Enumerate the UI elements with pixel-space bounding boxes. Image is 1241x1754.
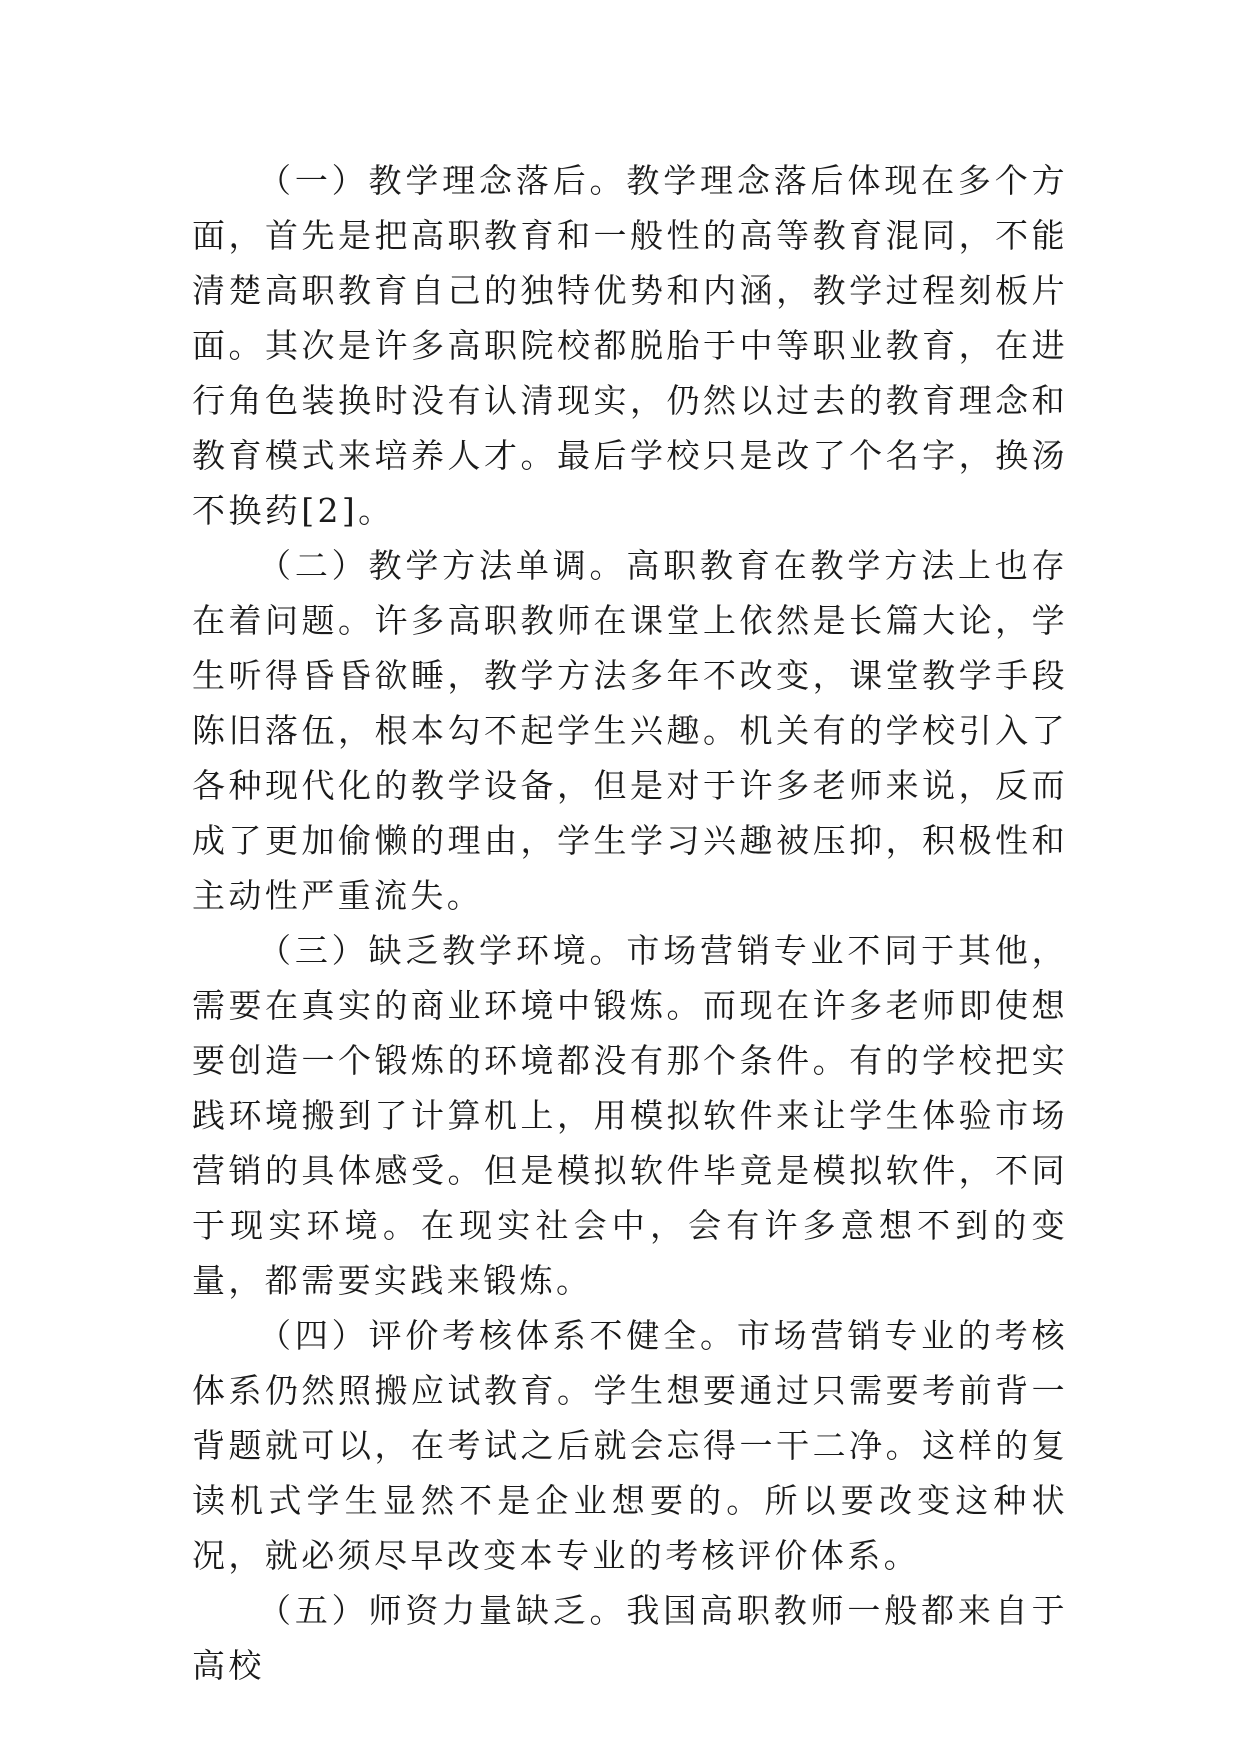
paragraph-teaching-staff: （五）师资力量缺乏。我国高职教师一般都来自于高校 bbox=[192, 1591, 1068, 1685]
paragraph-teaching-environment: （三）缺乏教学环境。市场营销专业不同于其他，需要在真实的商业环境中锻炼。而现在许多老师即使想要创造一个锻炼的环境都没有那个条件。有的学校把实践环境搬到了计算机上，用模拟软件来让学生体验市场营销的具体感受。但是模拟软件毕竟是模拟软件，不同于现实环境。在现实社会中，会有许多意想不到的变量，都需要实践来锻炼。 bbox=[192, 931, 1068, 1300]
paragraph-teaching-methods: （二）教学方法单调。高职教育在教学方法上也存在着问题。许多高职教师在课堂上依然是长篇大论，学生听得昏昏欲睡，教学方法多年不改变，课堂教学手段陈旧落伍，根本勾不起学生兴趣。机关有的学校引入了各种现代化的教学设备，但是对于许多老师来说，反而成了更加偷懒的理由，学生学习兴趣被压抑，积极性和主动性严重流失。 bbox=[192, 546, 1068, 915]
document-body bbox=[192, 153, 1068, 1693]
paragraph-evaluation-system: （四）评价考核体系不健全。市场营销专业的考核体系仍然照搬应试教育。学生想要通过只需要考前背一背题就可以，在考试之后就会忘得一干二净。这样的复读机式学生显然不是企业想要的。所以要改变这种状况，就必须尽早改变本专业的考核评价体系。 bbox=[192, 1316, 1068, 1575]
paragraph-teaching-philosophy: （一）教学理念落后。教学理念落后体现在多个方面，首先是把高职教育和一般性的高等教育混同，不能清楚高职教育自己的独特优势和内涵，教学过程刻板片面。其次是许多高职院校都脱胎于中等职业教育，在进行角色装换时没有认清现实，仍然以过去的教育理念和教育模式来培养人才。最后学校只是改了个名字，换汤不换药[2]。 bbox=[192, 161, 1068, 530]
